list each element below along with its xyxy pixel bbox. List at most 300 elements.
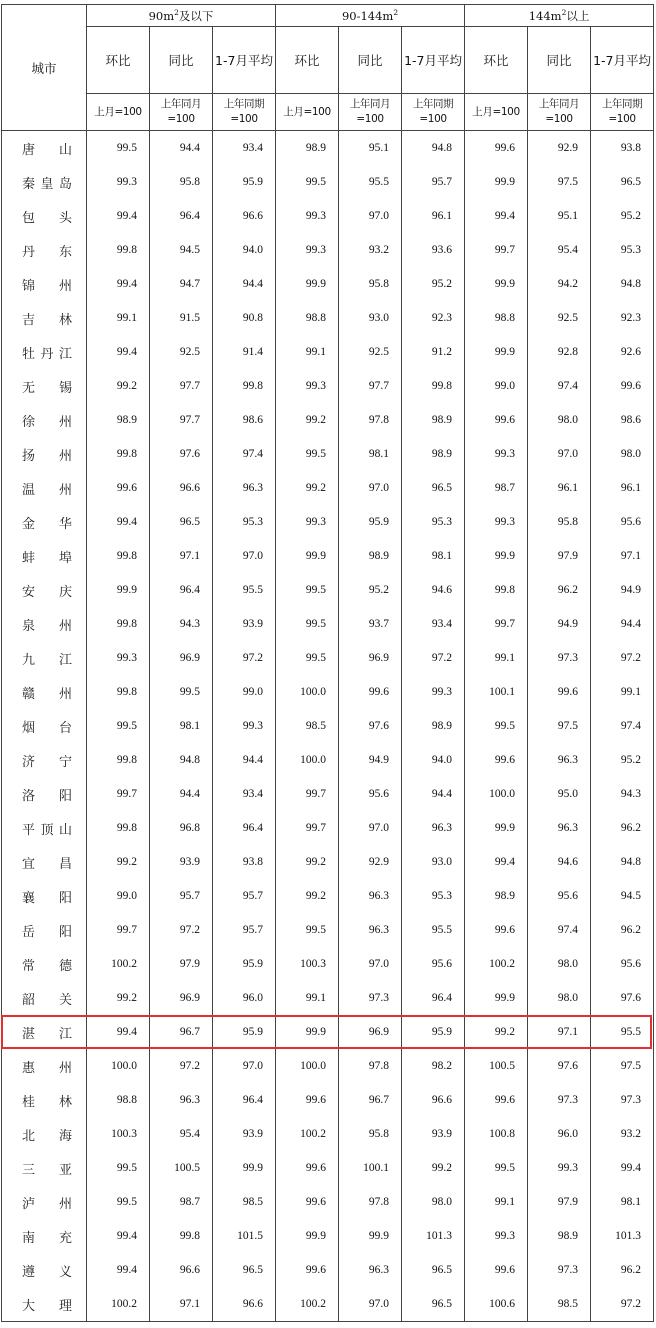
base-same-month-last-year: 上年同月=100 xyxy=(150,94,213,131)
value-cell: 94.8 xyxy=(402,131,465,166)
city-char: 头 xyxy=(58,210,72,226)
city-name-cell xyxy=(2,879,87,913)
city-char: 泸 xyxy=(22,1196,36,1212)
value-cell: 93.9 xyxy=(402,1117,465,1151)
city-char: 顶 xyxy=(40,822,54,838)
city-name-cell xyxy=(2,505,87,539)
value-cell: 93.4 xyxy=(402,607,465,641)
city-char: 阳 xyxy=(58,924,72,940)
city-char: 牡 xyxy=(22,346,36,362)
city-name xyxy=(22,1091,72,1110)
value-cell: 97.1 xyxy=(150,539,213,573)
value-cell: 99.5 xyxy=(276,641,339,675)
value-cell: 99.1 xyxy=(465,641,528,675)
value-cell: 97.1 xyxy=(150,1287,213,1322)
city-char: 九 xyxy=(22,652,36,668)
city-name xyxy=(22,989,72,1008)
value-cell: 95.9 xyxy=(213,165,276,199)
value-cell: 94.2 xyxy=(528,267,591,301)
value-cell: 92.3 xyxy=(591,301,654,335)
city-char: 南 xyxy=(22,1230,36,1246)
table-row xyxy=(2,335,654,369)
value-cell: 97.4 xyxy=(213,437,276,471)
value-cell: 99.2 xyxy=(276,879,339,913)
base-header-row xyxy=(2,94,654,131)
value-cell: 99.8 xyxy=(87,539,150,573)
value-cell: 95.8 xyxy=(339,1117,402,1151)
value-cell: 93.9 xyxy=(150,845,213,879)
city-name-cell xyxy=(2,675,87,709)
value-cell: 96.2 xyxy=(528,573,591,607)
value-cell: 99.8 xyxy=(87,233,150,267)
value-cell: 95.2 xyxy=(591,743,654,777)
value-cell: 99.9 xyxy=(465,267,528,301)
table-row xyxy=(2,1253,654,1287)
city-name-cell xyxy=(2,845,87,879)
table-row xyxy=(2,675,654,709)
city-name-cell xyxy=(2,777,87,811)
value-cell: 98.1 xyxy=(150,709,213,743)
value-cell: 98.0 xyxy=(528,981,591,1015)
value-cell: 99.3 xyxy=(528,1151,591,1185)
city-name-cell xyxy=(2,1219,87,1253)
value-cell: 99.8 xyxy=(150,1219,213,1253)
value-cell: 92.8 xyxy=(528,335,591,369)
city-name-cell xyxy=(2,335,87,369)
city-name-cell xyxy=(2,573,87,607)
value-cell: 96.6 xyxy=(150,1253,213,1287)
table-row xyxy=(2,845,654,879)
value-cell: 96.3 xyxy=(528,743,591,777)
value-cell: 99.6 xyxy=(276,1185,339,1219)
value-cell: 98.0 xyxy=(402,1185,465,1219)
value-cell: 99.0 xyxy=(465,369,528,403)
value-cell: 99.5 xyxy=(465,709,528,743)
value-cell: 99.9 xyxy=(276,539,339,573)
value-cell: 96.0 xyxy=(213,981,276,1015)
city-char: 平 xyxy=(22,822,36,838)
yoy-header: 同比 xyxy=(150,27,213,94)
value-cell: 98.5 xyxy=(213,1185,276,1219)
city-name xyxy=(22,207,72,226)
city-char: 台 xyxy=(58,720,72,736)
city-char: 遵 xyxy=(22,1264,36,1280)
table-row xyxy=(2,641,654,675)
value-cell: 99.9 xyxy=(276,1015,339,1049)
value-cell: 97.0 xyxy=(339,1287,402,1322)
value-cell: 96.5 xyxy=(402,1253,465,1287)
city-name-cell xyxy=(2,641,87,675)
value-cell: 100.3 xyxy=(276,947,339,981)
table-row xyxy=(2,301,654,335)
city-char: 州 xyxy=(58,448,72,464)
value-cell: 99.4 xyxy=(591,1151,654,1185)
value-cell: 99.3 xyxy=(402,675,465,709)
value-cell: 99.9 xyxy=(87,573,150,607)
yoy-header: 同比 xyxy=(528,27,591,94)
city-char: 唐 xyxy=(22,142,36,158)
value-cell: 99.9 xyxy=(339,1219,402,1253)
value-cell: 99.2 xyxy=(276,403,339,437)
city-name-cell xyxy=(2,743,87,777)
base-same-period-last-year: 上年同期=100 xyxy=(213,94,276,131)
value-cell: 96.1 xyxy=(591,471,654,505)
value-cell: 99.3 xyxy=(87,641,150,675)
value-cell: 100.5 xyxy=(150,1151,213,1185)
value-cell: 96.7 xyxy=(150,1015,213,1049)
value-cell: 94.4 xyxy=(213,267,276,301)
table-row xyxy=(2,437,654,471)
value-cell: 96.3 xyxy=(339,1253,402,1287)
value-cell: 96.4 xyxy=(150,199,213,233)
city-name xyxy=(22,717,72,736)
city-name xyxy=(22,377,72,396)
table-row xyxy=(2,1185,654,1219)
value-cell: 99.4 xyxy=(87,1219,150,1253)
value-cell: 99.7 xyxy=(87,913,150,947)
city-char: 宁 xyxy=(58,754,72,770)
value-cell: 97.2 xyxy=(402,641,465,675)
city-name-cell xyxy=(2,199,87,233)
value-cell: 95.8 xyxy=(339,267,402,301)
value-cell: 98.9 xyxy=(339,539,402,573)
value-cell: 98.2 xyxy=(402,1049,465,1083)
value-cell: 99.0 xyxy=(87,879,150,913)
value-cell: 96.6 xyxy=(213,1287,276,1322)
city-char: 吉 xyxy=(22,312,36,328)
table-row xyxy=(2,369,654,403)
value-cell: 101.3 xyxy=(402,1219,465,1253)
value-cell: 94.8 xyxy=(591,845,654,879)
value-cell: 100.2 xyxy=(87,1287,150,1322)
city-char: 徐 xyxy=(22,414,36,430)
city-char: 泉 xyxy=(22,618,36,634)
value-cell: 99.4 xyxy=(87,199,150,233)
city-char: 赣 xyxy=(22,686,36,702)
value-cell: 95.2 xyxy=(402,267,465,301)
value-cell: 97.3 xyxy=(528,1253,591,1287)
value-cell: 97.8 xyxy=(339,403,402,437)
value-cell: 97.0 xyxy=(339,471,402,505)
city-char: 州 xyxy=(58,618,72,634)
table-row xyxy=(2,913,654,947)
value-cell: 99.5 xyxy=(87,709,150,743)
value-cell: 99.5 xyxy=(87,1185,150,1219)
value-cell: 98.6 xyxy=(591,403,654,437)
value-cell: 99.1 xyxy=(87,301,150,335)
value-cell: 93.9 xyxy=(213,1117,276,1151)
value-cell: 98.0 xyxy=(528,947,591,981)
value-cell: 95.7 xyxy=(213,913,276,947)
value-cell: 95.8 xyxy=(150,165,213,199)
city-name xyxy=(22,1125,72,1144)
value-cell: 99.5 xyxy=(87,131,150,166)
value-cell: 92.9 xyxy=(339,845,402,879)
value-cell: 98.7 xyxy=(150,1185,213,1219)
base-same-month-last-year: 上年同月=100 xyxy=(339,94,402,131)
value-cell: 99.6 xyxy=(465,1253,528,1287)
value-cell: 97.7 xyxy=(150,403,213,437)
value-cell: 99.8 xyxy=(87,811,150,845)
city-column-header: 城市 xyxy=(2,5,87,131)
city-char: 常 xyxy=(22,958,36,974)
city-char: 山 xyxy=(58,822,72,838)
value-cell: 98.8 xyxy=(465,301,528,335)
table-row xyxy=(2,709,654,743)
value-cell: 98.9 xyxy=(528,1219,591,1253)
city-char: 桂 xyxy=(22,1094,36,1110)
city-char: 州 xyxy=(58,1196,72,1212)
city-name-cell xyxy=(2,1151,87,1185)
city-name-cell xyxy=(2,369,87,403)
city-name-cell xyxy=(2,1117,87,1151)
value-cell: 96.9 xyxy=(339,1015,402,1049)
city-char: 安 xyxy=(22,584,36,600)
value-cell: 96.2 xyxy=(591,913,654,947)
value-cell: 95.8 xyxy=(528,505,591,539)
city-char: 理 xyxy=(58,1298,72,1314)
value-cell: 97.1 xyxy=(528,1015,591,1049)
city-name xyxy=(22,921,72,940)
city-name xyxy=(22,411,72,430)
city-char: 亚 xyxy=(58,1162,72,1178)
sub-header-row xyxy=(2,27,654,94)
value-cell: 97.6 xyxy=(591,981,654,1015)
city-name xyxy=(22,275,72,294)
value-cell: 99.4 xyxy=(87,1253,150,1287)
value-cell: 94.7 xyxy=(150,267,213,301)
value-cell: 95.9 xyxy=(213,947,276,981)
value-cell: 95.5 xyxy=(213,573,276,607)
value-cell: 99.3 xyxy=(465,437,528,471)
city-char: 阳 xyxy=(58,788,72,804)
city-char: 岛 xyxy=(58,176,72,192)
value-cell: 99.8 xyxy=(87,743,150,777)
value-cell: 97.3 xyxy=(528,641,591,675)
city-char: 充 xyxy=(58,1230,72,1246)
mom-header: 环比 xyxy=(465,27,528,94)
value-cell: 98.1 xyxy=(339,437,402,471)
value-cell: 93.2 xyxy=(591,1117,654,1151)
value-cell: 94.0 xyxy=(213,233,276,267)
value-cell: 99.5 xyxy=(276,607,339,641)
table-row xyxy=(2,777,654,811)
city-name xyxy=(22,1159,72,1178)
value-cell: 97.0 xyxy=(528,437,591,471)
value-cell: 100.0 xyxy=(465,777,528,811)
value-cell: 98.9 xyxy=(465,879,528,913)
city-name xyxy=(22,1193,72,1212)
value-cell: 97.7 xyxy=(339,369,402,403)
ytd-avg-header: 1-7月平均 xyxy=(591,27,654,94)
value-cell: 95.9 xyxy=(339,505,402,539)
city-char: 包 xyxy=(22,210,36,226)
value-cell: 94.4 xyxy=(213,743,276,777)
value-cell: 96.1 xyxy=(528,471,591,505)
value-cell: 94.4 xyxy=(591,607,654,641)
value-cell: 93.0 xyxy=(339,301,402,335)
value-cell: 97.0 xyxy=(339,199,402,233)
value-cell: 95.3 xyxy=(402,879,465,913)
value-cell: 99.8 xyxy=(87,437,150,471)
value-cell: 95.9 xyxy=(213,1015,276,1049)
table-row xyxy=(2,1015,654,1049)
city-name xyxy=(22,751,72,770)
city-name xyxy=(22,1057,72,1076)
city-char: 林 xyxy=(58,312,72,328)
value-cell: 96.2 xyxy=(591,1253,654,1287)
table-row xyxy=(2,573,654,607)
city-char: 三 xyxy=(22,1162,36,1178)
table-row xyxy=(2,1117,654,1151)
value-cell: 99.9 xyxy=(465,165,528,199)
city-char: 州 xyxy=(58,414,72,430)
value-cell: 99.4 xyxy=(465,199,528,233)
city-char: 江 xyxy=(58,346,72,362)
value-cell: 93.9 xyxy=(213,607,276,641)
city-char: 海 xyxy=(58,1128,72,1144)
value-cell: 97.3 xyxy=(591,1083,654,1117)
city-name-cell xyxy=(2,947,87,981)
city-char: 华 xyxy=(58,516,72,532)
city-char: 锡 xyxy=(58,380,72,396)
city-name-cell xyxy=(2,165,87,199)
value-cell: 99.9 xyxy=(465,539,528,573)
city-char: 德 xyxy=(58,958,72,974)
value-cell: 98.6 xyxy=(213,403,276,437)
group-suffix: 以上 xyxy=(566,8,590,23)
city-char: 林 xyxy=(58,1094,72,1110)
value-cell: 94.4 xyxy=(150,131,213,166)
value-cell: 95.7 xyxy=(150,879,213,913)
table-row xyxy=(2,403,654,437)
value-cell: 99.2 xyxy=(87,369,150,403)
city-name xyxy=(22,683,72,702)
value-cell: 99.6 xyxy=(276,1151,339,1185)
city-name-cell xyxy=(2,1185,87,1219)
value-cell: 94.6 xyxy=(528,845,591,879)
value-cell: 98.8 xyxy=(87,1083,150,1117)
value-cell: 91.2 xyxy=(402,335,465,369)
value-cell: 92.5 xyxy=(150,335,213,369)
city-name xyxy=(22,1227,72,1246)
value-cell: 94.3 xyxy=(591,777,654,811)
value-cell: 98.1 xyxy=(591,1185,654,1219)
city-name-cell xyxy=(2,301,87,335)
value-cell: 94.9 xyxy=(528,607,591,641)
city-char: 义 xyxy=(58,1264,72,1280)
value-cell: 97.2 xyxy=(150,913,213,947)
table-header xyxy=(2,5,654,131)
mom-header: 环比 xyxy=(276,27,339,94)
city-name-cell xyxy=(2,607,87,641)
city-name xyxy=(22,241,72,260)
value-cell: 92.5 xyxy=(528,301,591,335)
price-index-table xyxy=(1,4,654,1322)
table-row xyxy=(2,981,654,1015)
value-cell: 97.0 xyxy=(213,539,276,573)
table-row xyxy=(2,505,654,539)
group-label: 90-144m xyxy=(341,8,394,23)
city-char: 关 xyxy=(58,992,72,1008)
value-cell: 97.0 xyxy=(213,1049,276,1083)
city-char: 洛 xyxy=(22,788,36,804)
city-name-cell xyxy=(2,437,87,471)
value-cell: 97.6 xyxy=(150,437,213,471)
value-cell: 99.9 xyxy=(465,981,528,1015)
value-cell: 99.1 xyxy=(465,1185,528,1219)
table-row xyxy=(2,267,654,301)
value-cell: 99.2 xyxy=(87,981,150,1015)
value-cell: 91.5 xyxy=(150,301,213,335)
value-cell: 98.1 xyxy=(402,539,465,573)
table-row xyxy=(2,165,654,199)
city-name xyxy=(22,445,72,464)
value-cell: 99.2 xyxy=(276,471,339,505)
value-cell: 98.0 xyxy=(591,437,654,471)
value-cell: 94.5 xyxy=(591,879,654,913)
value-cell: 99.3 xyxy=(276,233,339,267)
value-cell: 96.1 xyxy=(402,199,465,233)
value-cell: 94.5 xyxy=(150,233,213,267)
value-cell: 97.9 xyxy=(528,539,591,573)
value-cell: 97.7 xyxy=(150,369,213,403)
city-char: 无 xyxy=(22,380,36,396)
value-cell: 94.6 xyxy=(402,573,465,607)
city-char: 温 xyxy=(22,482,36,498)
city-char: 州 xyxy=(58,482,72,498)
value-cell: 99.5 xyxy=(276,437,339,471)
table-row xyxy=(2,811,654,845)
city-name xyxy=(22,819,72,838)
value-cell: 96.4 xyxy=(213,1083,276,1117)
city-char: 大 xyxy=(22,1298,36,1314)
value-cell: 95.5 xyxy=(339,165,402,199)
city-char: 金 xyxy=(22,516,36,532)
table-row xyxy=(2,233,654,267)
value-cell: 92.6 xyxy=(591,335,654,369)
value-cell: 99.6 xyxy=(276,1253,339,1287)
city-char: 惠 xyxy=(22,1060,36,1076)
value-cell: 97.5 xyxy=(528,709,591,743)
value-cell: 99.3 xyxy=(213,709,276,743)
value-cell: 99.5 xyxy=(276,573,339,607)
value-cell: 95.6 xyxy=(528,879,591,913)
city-char: 庆 xyxy=(58,584,72,600)
value-cell: 96.5 xyxy=(213,1253,276,1287)
group-header-medium xyxy=(276,5,465,27)
value-cell: 100.1 xyxy=(465,675,528,709)
city-name xyxy=(22,853,72,872)
city-name xyxy=(22,139,72,158)
ytd-avg-header: 1-7月平均 xyxy=(402,27,465,94)
value-cell: 99.6 xyxy=(87,471,150,505)
value-cell: 94.3 xyxy=(150,607,213,641)
value-cell: 99.8 xyxy=(213,369,276,403)
value-cell: 95.7 xyxy=(402,165,465,199)
value-cell: 95.6 xyxy=(591,505,654,539)
city-name xyxy=(22,955,72,974)
table-row xyxy=(2,131,654,166)
base-same-period-last-year: 上年同期=100 xyxy=(591,94,654,131)
value-cell: 96.5 xyxy=(402,471,465,505)
city-char: 湛 xyxy=(22,1026,36,1042)
city-char: 丹 xyxy=(22,244,36,260)
value-cell: 99.9 xyxy=(465,811,528,845)
city-char: 昌 xyxy=(58,856,72,872)
value-cell: 100.2 xyxy=(87,947,150,981)
value-cell: 101.5 xyxy=(213,1219,276,1253)
